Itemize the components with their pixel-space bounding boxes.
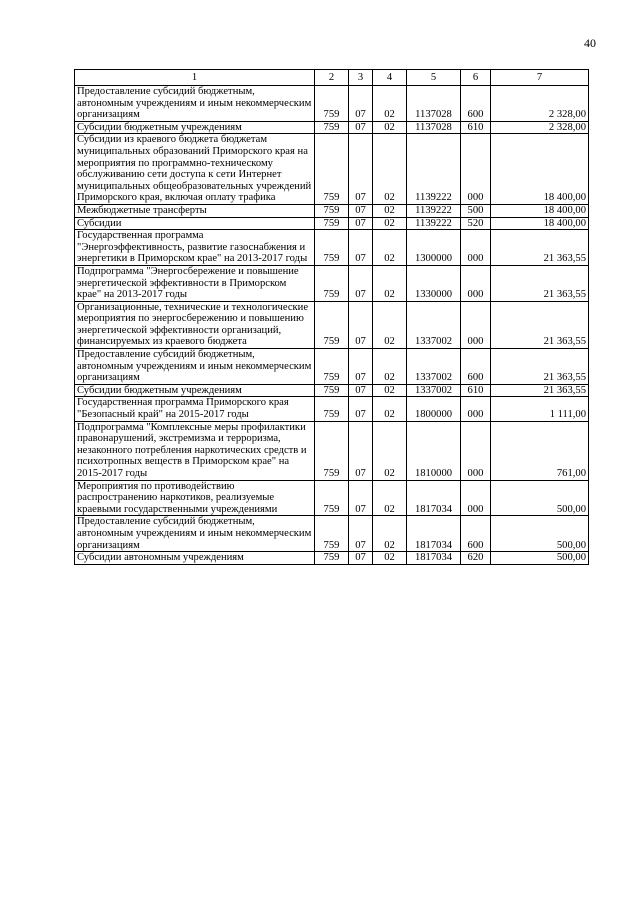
table-row bbox=[75, 349, 589, 385]
row-name: Субсидии из краевого бюджета бюджетам муниципальных образований Приморского края на мероприятия по программно-техническому обслуживанию сети доступа к сети Интернет муниципальных общеобразовательных учреждений Приморского края, включая оплату трафика bbox=[75, 134, 315, 205]
row-target-code: 1300000 bbox=[407, 230, 461, 266]
table-row bbox=[75, 421, 589, 480]
header-cell-4: 4 bbox=[373, 70, 407, 86]
table-row bbox=[75, 265, 589, 301]
row-expense-type-code: 000 bbox=[461, 480, 491, 516]
row-ministry-code: 759 bbox=[315, 552, 349, 565]
row-target-code: 1139222 bbox=[407, 217, 461, 230]
row-expense-type-code: 000 bbox=[461, 421, 491, 480]
row-subsection-code: 02 bbox=[373, 86, 407, 122]
row-subsection-code: 02 bbox=[373, 349, 407, 385]
row-target-code: 1817034 bbox=[407, 516, 461, 552]
row-amount: 21 363,55 bbox=[491, 301, 589, 348]
row-section-code: 07 bbox=[349, 265, 373, 301]
header-cell-7: 7 bbox=[491, 70, 589, 86]
row-section-code: 07 bbox=[349, 480, 373, 516]
budget-table bbox=[74, 69, 589, 565]
row-target-code: 1330000 bbox=[407, 265, 461, 301]
row-ministry-code: 759 bbox=[315, 384, 349, 397]
row-expense-type-code: 610 bbox=[461, 121, 491, 134]
header-cell-5: 5 bbox=[407, 70, 461, 86]
row-amount: 500,00 bbox=[491, 480, 589, 516]
row-target-code: 1810000 bbox=[407, 421, 461, 480]
row-target-code: 1137028 bbox=[407, 121, 461, 134]
row-amount: 21 363,55 bbox=[491, 384, 589, 397]
row-subsection-code: 02 bbox=[373, 121, 407, 134]
row-ministry-code: 759 bbox=[315, 397, 349, 421]
row-expense-type-code: 000 bbox=[461, 230, 491, 266]
row-expense-type-code: 000 bbox=[461, 301, 491, 348]
row-section-code: 07 bbox=[349, 301, 373, 348]
row-section-code: 07 bbox=[349, 516, 373, 552]
row-target-code: 1337002 bbox=[407, 384, 461, 397]
row-target-code: 1337002 bbox=[407, 301, 461, 348]
row-section-code: 07 bbox=[349, 421, 373, 480]
row-ministry-code: 759 bbox=[315, 121, 349, 134]
row-name: Подпрограмма "Энергосбережение и повышение энергетической эффективности в Приморском крае" на 2013-2017 годы bbox=[75, 265, 315, 301]
row-expense-type-code: 600 bbox=[461, 516, 491, 552]
row-section-code: 07 bbox=[349, 86, 373, 122]
header-row bbox=[75, 70, 589, 86]
row-ministry-code: 759 bbox=[315, 516, 349, 552]
row-expense-type-code: 520 bbox=[461, 217, 491, 230]
row-expense-type-code: 600 bbox=[461, 349, 491, 385]
row-name: Предоставление субсидий бюджетным, автономным учреждениям и иным некоммерческим организациям bbox=[75, 516, 315, 552]
row-section-code: 07 bbox=[349, 134, 373, 205]
row-amount: 21 363,55 bbox=[491, 349, 589, 385]
row-subsection-code: 02 bbox=[373, 397, 407, 421]
table-row bbox=[75, 204, 589, 217]
row-section-code: 07 bbox=[349, 397, 373, 421]
row-amount: 2 328,00 bbox=[491, 86, 589, 122]
row-amount: 500,00 bbox=[491, 552, 589, 565]
row-amount: 21 363,55 bbox=[491, 230, 589, 266]
row-amount: 1 111,00 bbox=[491, 397, 589, 421]
row-subsection-code: 02 bbox=[373, 217, 407, 230]
row-target-code: 1800000 bbox=[407, 397, 461, 421]
row-target-code: 1817034 bbox=[407, 480, 461, 516]
row-section-code: 07 bbox=[349, 552, 373, 565]
row-section-code: 07 bbox=[349, 121, 373, 134]
row-amount: 2 328,00 bbox=[491, 121, 589, 134]
row-ministry-code: 759 bbox=[315, 421, 349, 480]
row-amount: 21 363,55 bbox=[491, 265, 589, 301]
row-name: Подпрограмма "Комплексные меры профилактики правонарушений, экстремизма и терроризма, незаконного потребления наркотических средств и психотропных веществ в Приморском крае" на 2015-2017 годы bbox=[75, 421, 315, 480]
table-row bbox=[75, 217, 589, 230]
table-row bbox=[75, 301, 589, 348]
row-name: Предоставление субсидий бюджетным, автономным учреждениям и иным некоммерческим организациям bbox=[75, 86, 315, 122]
row-section-code: 07 bbox=[349, 384, 373, 397]
row-ministry-code: 759 bbox=[315, 349, 349, 385]
row-subsection-code: 02 bbox=[373, 480, 407, 516]
row-target-code: 1137028 bbox=[407, 86, 461, 122]
row-subsection-code: 02 bbox=[373, 421, 407, 480]
row-ministry-code: 759 bbox=[315, 301, 349, 348]
row-subsection-code: 02 bbox=[373, 516, 407, 552]
table-row bbox=[75, 397, 589, 421]
row-name: Межбюджетные трансферты bbox=[75, 204, 315, 217]
row-ministry-code: 759 bbox=[315, 204, 349, 217]
table-row bbox=[75, 230, 589, 266]
header-cell-3: 3 bbox=[349, 70, 373, 86]
row-name: Субсидии бюджетным учреждениям bbox=[75, 384, 315, 397]
row-target-code: 1817034 bbox=[407, 552, 461, 565]
table-row bbox=[75, 121, 589, 134]
table-body bbox=[75, 86, 589, 565]
row-ministry-code: 759 bbox=[315, 480, 349, 516]
row-expense-type-code: 000 bbox=[461, 134, 491, 205]
row-name: Предоставление субсидий бюджетным, автономным учреждениям и иным некоммерческим организациям bbox=[75, 349, 315, 385]
row-amount: 18 400,00 bbox=[491, 134, 589, 205]
header-cell-1: 1 bbox=[75, 70, 315, 86]
row-ministry-code: 759 bbox=[315, 134, 349, 205]
row-amount: 500,00 bbox=[491, 516, 589, 552]
row-subsection-code: 02 bbox=[373, 230, 407, 266]
row-name: Мероприятия по противодействию распространению наркотиков, реализуемые краевыми государственными учреждениями bbox=[75, 480, 315, 516]
header-cell-2: 2 bbox=[315, 70, 349, 86]
row-name: Субсидии бюджетным учреждениям bbox=[75, 121, 315, 134]
row-subsection-code: 02 bbox=[373, 134, 407, 205]
row-expense-type-code: 620 bbox=[461, 552, 491, 565]
row-expense-type-code: 000 bbox=[461, 265, 491, 301]
row-subsection-code: 02 bbox=[373, 301, 407, 348]
table-row bbox=[75, 480, 589, 516]
table-row bbox=[75, 134, 589, 205]
row-amount: 18 400,00 bbox=[491, 217, 589, 230]
row-target-code: 1139222 bbox=[407, 204, 461, 217]
row-amount: 761,00 bbox=[491, 421, 589, 480]
row-subsection-code: 02 bbox=[373, 204, 407, 217]
row-name: Организационные, технические и технологические мероприятия по энергосбережению и повышению энергетической эффективности организаций, финансируемых из краевого бюджета bbox=[75, 301, 315, 348]
row-amount: 18 400,00 bbox=[491, 204, 589, 217]
row-expense-type-code: 610 bbox=[461, 384, 491, 397]
row-section-code: 07 bbox=[349, 349, 373, 385]
row-ministry-code: 759 bbox=[315, 230, 349, 266]
row-target-code: 1139222 bbox=[407, 134, 461, 205]
row-ministry-code: 759 bbox=[315, 265, 349, 301]
row-name: Субсидии bbox=[75, 217, 315, 230]
row-name: Субсидии автономным учреждениям bbox=[75, 552, 315, 565]
row-name: Государственная программа Приморского края "Безопасный край" на 2015-2017 годы bbox=[75, 397, 315, 421]
row-expense-type-code: 600 bbox=[461, 86, 491, 122]
row-subsection-code: 02 bbox=[373, 384, 407, 397]
row-subsection-code: 02 bbox=[373, 552, 407, 565]
row-section-code: 07 bbox=[349, 230, 373, 266]
header-cell-6: 6 bbox=[461, 70, 491, 86]
row-expense-type-code: 500 bbox=[461, 204, 491, 217]
page-number: 40 bbox=[584, 36, 596, 50]
table-row bbox=[75, 86, 589, 122]
row-ministry-code: 759 bbox=[315, 217, 349, 230]
table-row bbox=[75, 384, 589, 397]
row-subsection-code: 02 bbox=[373, 265, 407, 301]
row-ministry-code: 759 bbox=[315, 86, 349, 122]
table-row bbox=[75, 516, 589, 552]
row-section-code: 07 bbox=[349, 204, 373, 217]
row-section-code: 07 bbox=[349, 217, 373, 230]
table-row bbox=[75, 552, 589, 565]
row-target-code: 1337002 bbox=[407, 349, 461, 385]
row-expense-type-code: 000 bbox=[461, 397, 491, 421]
row-name: Государственная программа "Энергоэффективность, развитие газоснабжения и энергетики в Приморском крае" на 2013-2017 годы bbox=[75, 230, 315, 266]
